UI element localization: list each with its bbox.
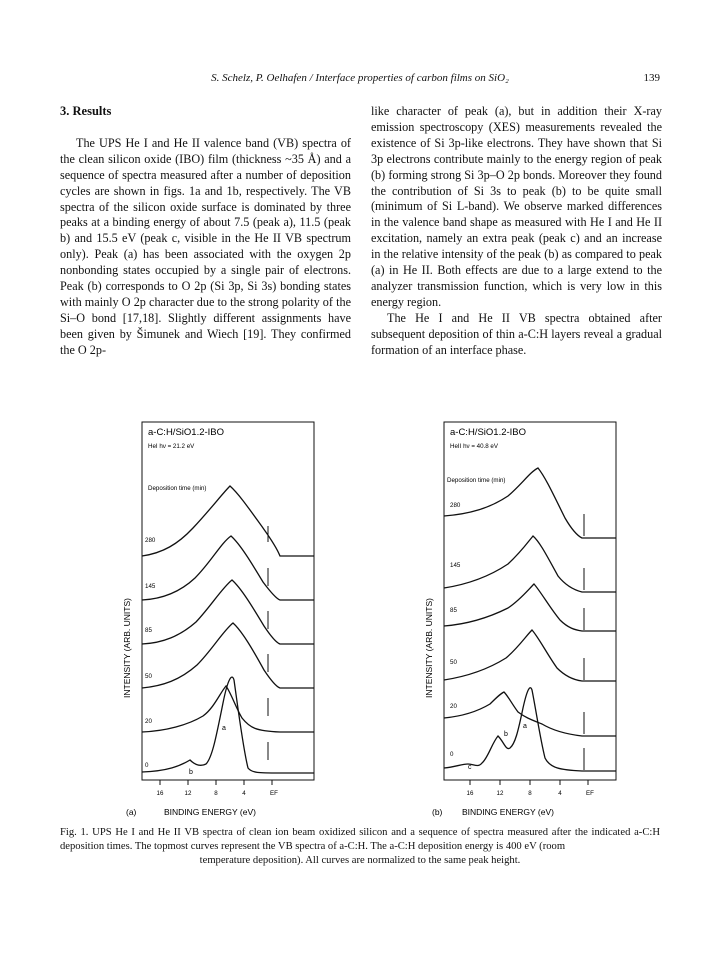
figure-b-subtitle: HeII hν = 40.8 eV — [450, 443, 498, 450]
figure-a-tick-label: EF — [270, 790, 278, 797]
figure-b-tick-label: 4 — [558, 790, 562, 797]
figure-a-curve-280 — [142, 486, 314, 556]
figure-b-curves — [444, 468, 616, 771]
figure-b-curve-label: 20 — [450, 703, 457, 710]
figure-b-panel-label: (b) — [432, 807, 443, 817]
figure-b-curve-20 — [444, 692, 616, 736]
figure-a-frame — [142, 422, 314, 780]
figure-a-legend-title: Deposition time (min) — [148, 485, 207, 492]
figure-1b — [420, 418, 620, 823]
figure-a-curve-145 — [142, 536, 314, 600]
figure-a-tick-marks — [160, 780, 272, 785]
figure-a-tick-label: 16 — [156, 790, 164, 797]
figure-b-xlabel: BINDING ENERGY (eV) — [462, 807, 554, 817]
figure-b-curve-85 — [444, 584, 616, 631]
figure-a-curve-label: 280 — [145, 537, 156, 544]
figure-1b-plot — [420, 418, 620, 823]
figure-a-xlabel: BINDING ENERGY (eV) — [164, 807, 256, 817]
figure-a-curve-labels — [145, 537, 156, 769]
figure-caption — [60, 826, 660, 868]
figure-b-title: a-C:H/SiO1.2-IBO — [450, 427, 527, 438]
figure-a-tick-label: 8 — [214, 790, 218, 797]
figure-a-subtitle: HeI hν = 21.2 eV — [148, 443, 195, 450]
figure-a-title: a-C:H/SiO1.2-IBO — [148, 427, 225, 438]
figure-a-peak-label-a: a — [222, 725, 226, 732]
figure-a-curve-20 — [142, 686, 314, 732]
figure-b-curve-50 — [444, 630, 616, 681]
figure-b-curve-labels — [450, 502, 461, 758]
figure-b-curve-145 — [444, 536, 616, 592]
figure-a-curve-0 — [142, 677, 314, 773]
figure-a-ylabel: INTENSITY (ARB. UNITS) — [122, 598, 132, 698]
figure-b-curve-label: 0 — [450, 751, 454, 758]
figure-b-curve-label: 50 — [450, 659, 457, 666]
figure-b-curve-label: 85 — [450, 607, 457, 614]
figure-a-peak-label-b: b — [189, 769, 193, 776]
figure-b-ylabel: INTENSITY (ARB. UNITS) — [424, 598, 434, 698]
running-header — [60, 72, 660, 90]
figure-b-tick-label: 12 — [496, 790, 504, 797]
figure-b-peak-label-a: a — [523, 723, 527, 730]
running-title: S. Schelz, P. Oelhafen / Interface properties of carbon films on SiO₂ — [211, 72, 509, 84]
figure-b-peak-label-c: c — [468, 764, 472, 771]
figure-b-tick-marks — [470, 780, 588, 785]
figure-a-panel-label: (a) — [126, 807, 137, 817]
figure-b-tick-label: 8 — [528, 790, 532, 797]
figure-b-tick-label: 16 — [466, 790, 474, 797]
figure-b-curve-0 — [444, 688, 616, 771]
continued-paragraph: like character of peak (a), but in addition their X-ray emission spectroscopy (XES) measurements revealed the existence of Si 3p-like electrons. They have shown that Si 3p electrons contribute mainly to the energy region of peak (b) forming strong Si 3p–O 2p bonds. Moreover they found the contribution of Si 3s to peak (b) to be quite small (minimum of Si L-band). We observe marked differences in the valence band shape as measured with He I and He II excitation, namely an extra peak (peak c) and an increase in the relative intensity of the peak (b) as compared to peak (a) in He II. Both effects are due to a large extend to the analyzer transmission function, which is very low in this energy region. — [371, 104, 662, 309]
figure-a-curve-label: 0 — [145, 762, 149, 769]
figure-b-legend-title: Deposition time (min) — [447, 477, 506, 484]
figure-a-curve-label: 50 — [145, 673, 152, 680]
figure-a-curve-label: 145 — [145, 583, 156, 590]
figure-b-frame — [444, 422, 616, 780]
figure-b-curve-label: 145 — [450, 562, 461, 569]
figure-a-tick-label: 12 — [184, 790, 192, 797]
figure-a-curve-50 — [142, 623, 314, 688]
figure-1a-plot — [118, 418, 318, 823]
figure-a-curve-label: 20 — [145, 718, 152, 725]
section-heading: 3. Results — [60, 104, 112, 118]
figure-b-tick-labels — [467, 790, 595, 797]
caption-text: Fig. 1. UPS He I and He II VB spectra of clean ion beam oxidized silicon and a sequence of spectra measured after the indicated a-C:H deposition times. The topmost curves represent the VB spectra of a-C:H. The a-C:H deposition energy is 400 eV (room — [60, 827, 660, 852]
figure-a-tick-label: 4 — [242, 790, 246, 797]
interface-paragraph: The He I and He II VB spectra obtained after subsequent deposition of thin a-C:H layers reveal a gradual formation of an interface phase. — [371, 310, 662, 357]
figure-a-curve-label: 85 — [145, 627, 152, 634]
figure-a-curves — [142, 486, 314, 773]
left-column — [60, 104, 351, 359]
figure-b-curve-label: 280 — [450, 502, 461, 509]
figure-a-tick-labels — [157, 790, 279, 797]
figure-1a — [118, 418, 318, 823]
figure-b-tick-label: EF — [586, 790, 594, 797]
page-number: 139 — [643, 72, 660, 84]
figure-b-peak-label-b: b — [504, 731, 508, 738]
figure-a-curve-85 — [142, 580, 314, 644]
caption-text-last: temperature deposition). All curves are normalized to the same peak height. — [199, 855, 521, 866]
results-paragraph: The UPS He I and He II valence band (VB) spectra of the clean silicon oxide (IBO) film (thickness ~35 Å) and a sequence of spectra measured after a number of deposition cycles are shown in figs. 1a and 1b, respectively. The VB spectra of the silicon oxide surface is dominated by three peaks at a binding energy of about 7.5 (peak a), 11.5 (peak b) and 15.5 eV (peak c, visible in the He II VB spectrum only). Peak (a) has been associated with the oxygen 2p nonbonding states occupied by a single pair of electrons. Peak (b) corresponds to O 2p (Si 3p, Si 3s) bonding states with mainly O 2p character due to the strong polarity of the Si–O bond [17,18]. Slightly different assignments have been given by Šimunek and Wiech [19]. They confirmed the O 2p- — [60, 135, 351, 357]
right-column — [371, 104, 662, 359]
